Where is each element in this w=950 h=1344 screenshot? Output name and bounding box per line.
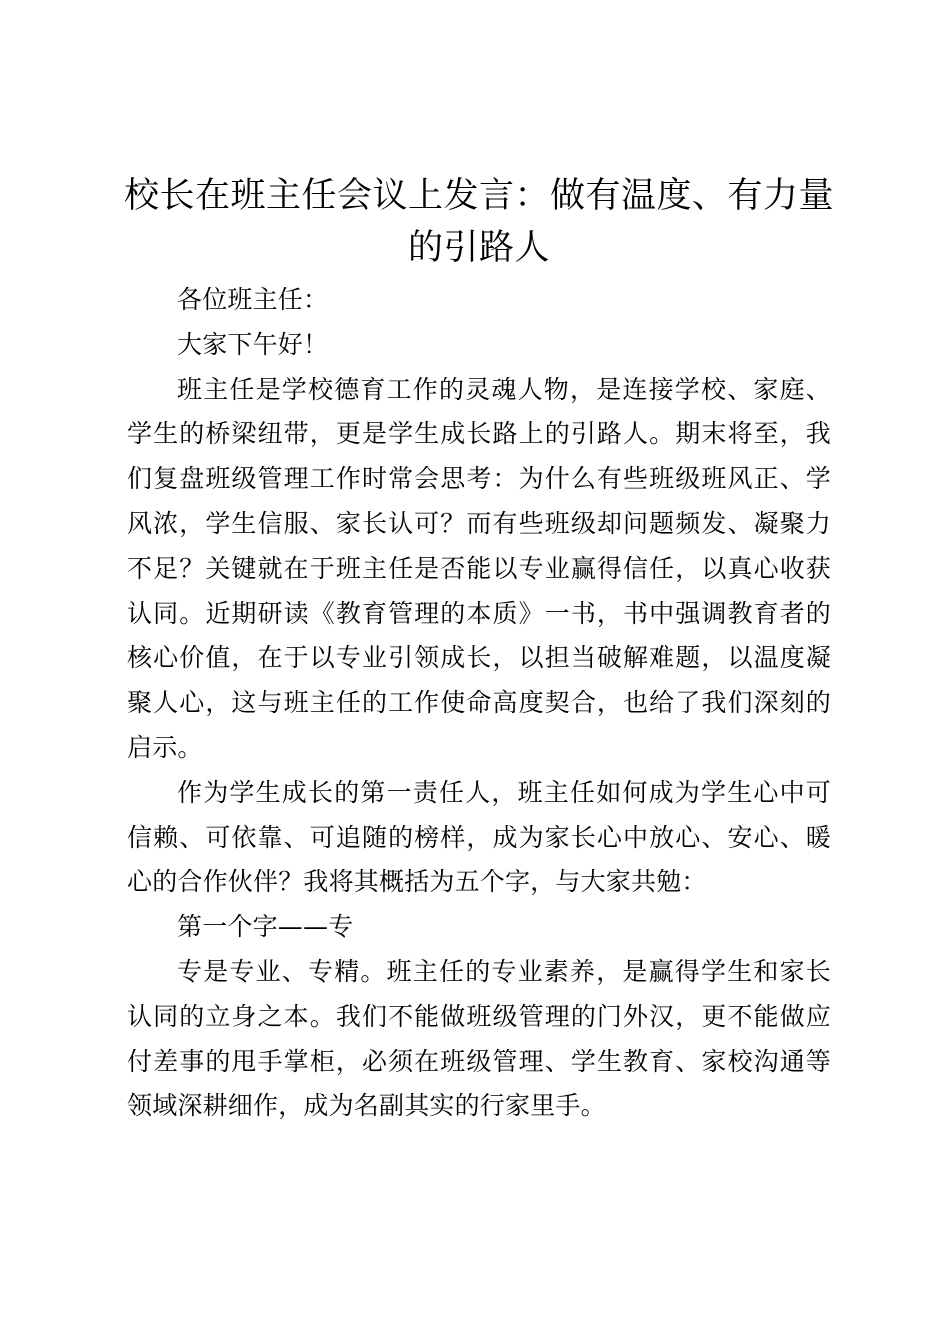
greeting: 大家下午好！ <box>177 329 329 359</box>
section-heading: 第一个字——专 <box>177 912 354 942</box>
document-title: 校长在班主任会议上发言：做有温度、有力量的引路人 <box>123 176 834 268</box>
paragraph-intro: 班主任是学校德育工作的灵魂人物，是连接学校、家庭、学生的桥梁纽带，更是学生成长路上的引路人。期末将至，我们复盘班级管理工作时常会思考：为什么有些班级班风正、学风浓，学生信服、家长认可？而有些班级却问题频发、凝聚力不足？关键就在于班主任是否能以专业赢得信任，以真心收获认同。近期研读《教育管理的本质》一书，书中强调教育者的核心价值，在于以专业引领成长，以担当破解难题，以温度凝聚人心，这与班主任的工作使命高度契合，也给了我们深刻的启示。 <box>127 374 831 762</box>
section-paragraph: 专是专业、专精。班主任的专业素养，是赢得学生和家长认同的立身之本。我们不能做班级管理的门外汉，更不能做应付差事的甩手掌柜，必须在班级管理、学生教育、家校沟通等领域深耕细作，成为名副其实的行家里手。 <box>127 956 831 1121</box>
paragraph-five-words: 作为学生成长的第一责任人，班主任如何成为学生心中可信赖、可依靠、可追随的榜样，成为家长心中放心、安心、暖心的合作伙伴？我将其概括为五个字，与大家共勉： <box>127 777 831 897</box>
salutation: 各位班主任： <box>177 285 329 314</box>
document-body <box>127 278 831 1129</box>
